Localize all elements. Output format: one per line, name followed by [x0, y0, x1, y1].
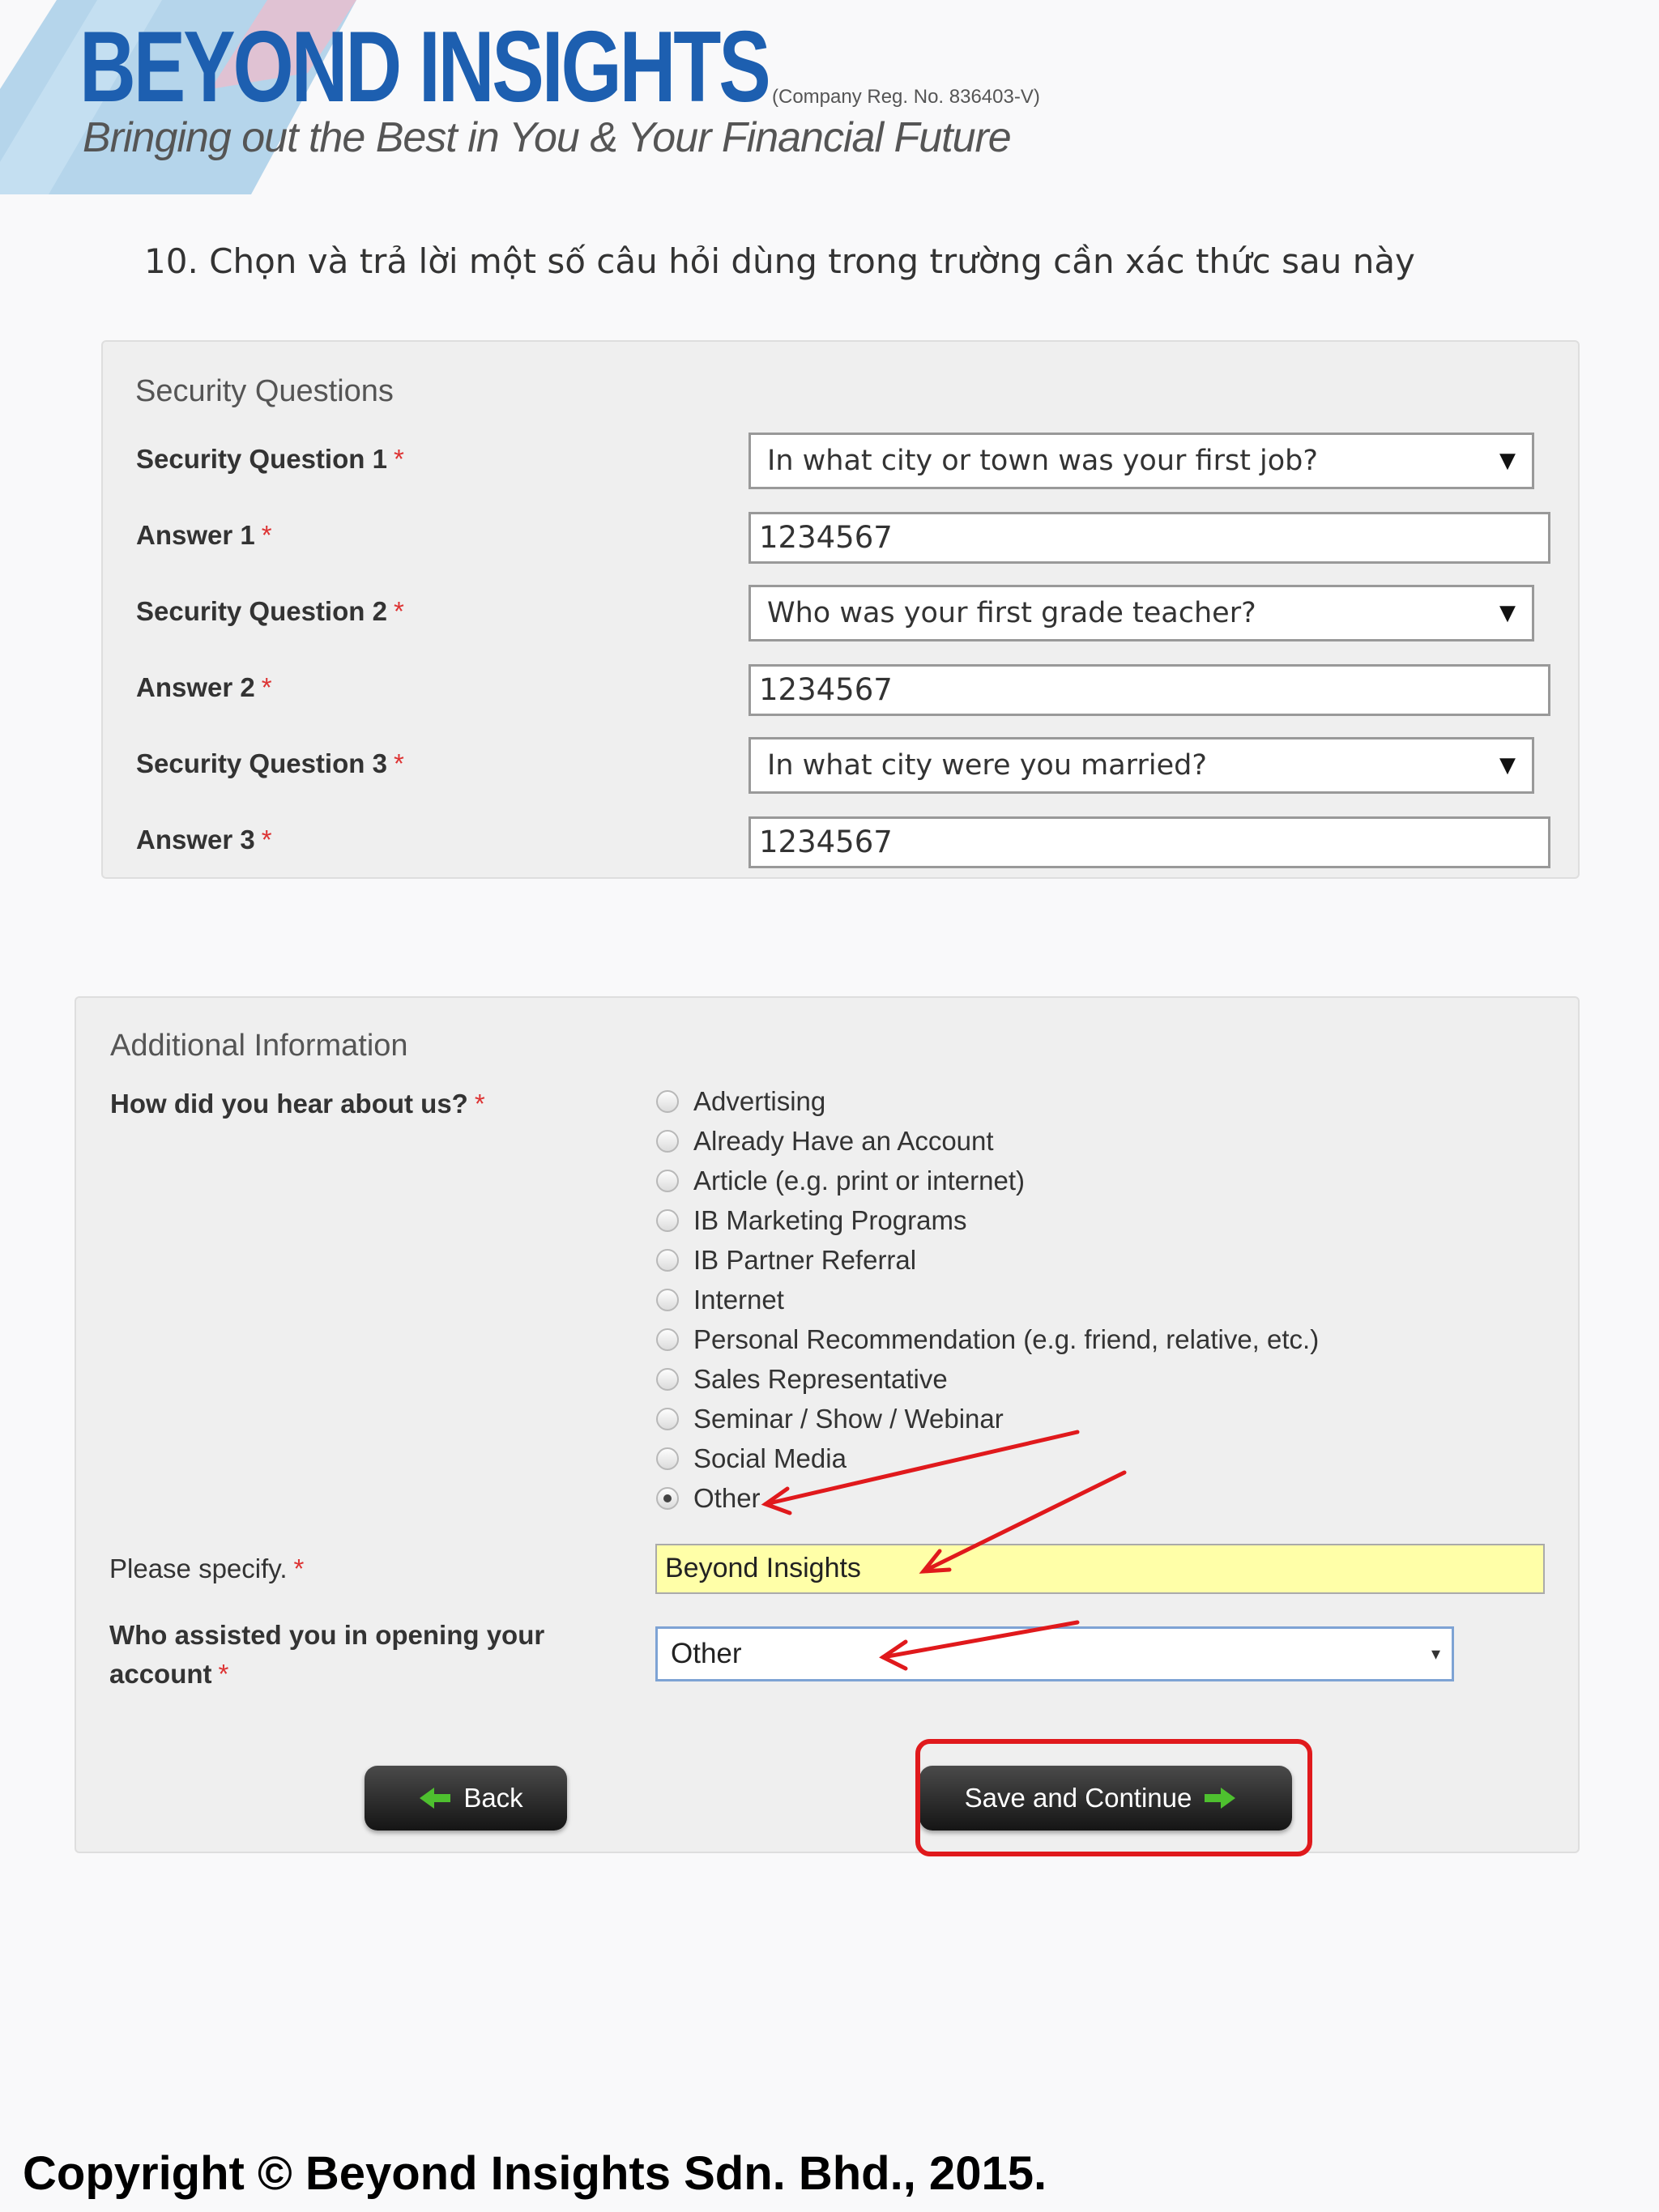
- answer-1-input[interactable]: 1234567: [748, 512, 1550, 564]
- answer-1-label: Answer 1 *: [136, 520, 272, 550]
- security-question-1-select[interactable]: In what city or town was your first job? ▼: [748, 433, 1534, 489]
- please-specify-input[interactable]: Beyond Insights: [655, 1544, 1545, 1594]
- please-specify-label: Please specify. *: [109, 1554, 305, 1583]
- radio-icon[interactable]: [656, 1328, 679, 1351]
- radio-icon[interactable]: [656, 1447, 679, 1470]
- security-questions-panel: [101, 340, 1580, 879]
- step-title: 10. Chọn và trả lời một số câu hỏi dùng trong trường cần xác thức sau này: [144, 241, 1415, 281]
- security-question-3-label: Security Question 3 *: [136, 748, 404, 778]
- tagline: Bringing out the Best in You & Your Financial Future: [83, 114, 1011, 161]
- radio-option-ib-partner-referral[interactable]: IB Partner Referral: [656, 1242, 916, 1278]
- radio-option-other[interactable]: Other: [656, 1481, 761, 1516]
- brand-name: BEYOND INSIGHTS: [79, 11, 769, 123]
- radio-option-already-have-account[interactable]: Already Have an Account: [656, 1123, 994, 1159]
- radio-icon[interactable]: [656, 1130, 679, 1153]
- radio-checked-icon[interactable]: [656, 1487, 679, 1510]
- save-and-continue-button[interactable]: Save and Continue: [919, 1766, 1292, 1831]
- assisted-by-label: Who assisted you in opening your account *: [109, 1620, 545, 1689]
- security-question-2-label: Security Question 2 *: [136, 596, 404, 626]
- security-question-1-label: Security Question 1 *: [136, 444, 404, 474]
- radio-icon[interactable]: [656, 1289, 679, 1311]
- copyright-text: Copyright © Beyond Insights Sdn. Bhd., 2015.: [23, 2147, 1047, 2200]
- logo: [0, 0, 1134, 194]
- radio-option-article[interactable]: Article (e.g. print or internet): [656, 1163, 1025, 1199]
- radio-option-advertising[interactable]: Advertising: [656, 1084, 825, 1119]
- hear-about-us-label: How did you hear about us? *: [110, 1089, 485, 1119]
- radio-icon[interactable]: [656, 1090, 679, 1113]
- security-panel-title: Security Questions: [135, 374, 394, 408]
- radio-option-sales-representative[interactable]: Sales Representative: [656, 1362, 948, 1397]
- radio-option-seminar[interactable]: Seminar / Show / Webinar: [656, 1401, 1004, 1437]
- additional-panel-title: Additional Information: [110, 1029, 408, 1063]
- arrow-left-icon: [420, 1786, 452, 1810]
- chevron-down-icon: ▼: [1499, 753, 1516, 778]
- chevron-down-icon: ▼: [1499, 449, 1516, 473]
- radio-option-social-media[interactable]: Social Media: [656, 1441, 847, 1477]
- radio-option-ib-marketing[interactable]: IB Marketing Programs: [656, 1203, 966, 1238]
- company-reg-no: (Company Reg. No. 836403-V): [772, 86, 1040, 108]
- answer-3-input[interactable]: 1234567: [748, 816, 1550, 868]
- chevron-down-icon: ▼: [1499, 601, 1516, 625]
- radio-option-internet[interactable]: Internet: [656, 1282, 784, 1318]
- chevron-down-icon: ▾: [1431, 1643, 1440, 1664]
- answer-2-label: Answer 2 *: [136, 672, 272, 702]
- assisted-by-select[interactable]: Other ▾: [655, 1626, 1454, 1681]
- answer-3-label: Answer 3 *: [136, 825, 272, 855]
- radio-icon[interactable]: [656, 1368, 679, 1391]
- radio-icon[interactable]: [656, 1170, 679, 1192]
- radio-icon[interactable]: [656, 1408, 679, 1430]
- security-question-2-select[interactable]: Who was your first grade teacher? ▼: [748, 585, 1534, 641]
- radio-icon[interactable]: [656, 1209, 679, 1232]
- save-highlight-annotation: [915, 1739, 1312, 1856]
- radio-icon[interactable]: [656, 1249, 679, 1272]
- back-button[interactable]: Back: [365, 1766, 567, 1831]
- radio-option-personal-recommendation[interactable]: Personal Recommendation (e.g. friend, relative, etc.): [656, 1322, 1319, 1357]
- answer-2-input[interactable]: 1234567: [748, 664, 1550, 716]
- security-question-3-select[interactable]: In what city were you married? ▼: [748, 737, 1534, 794]
